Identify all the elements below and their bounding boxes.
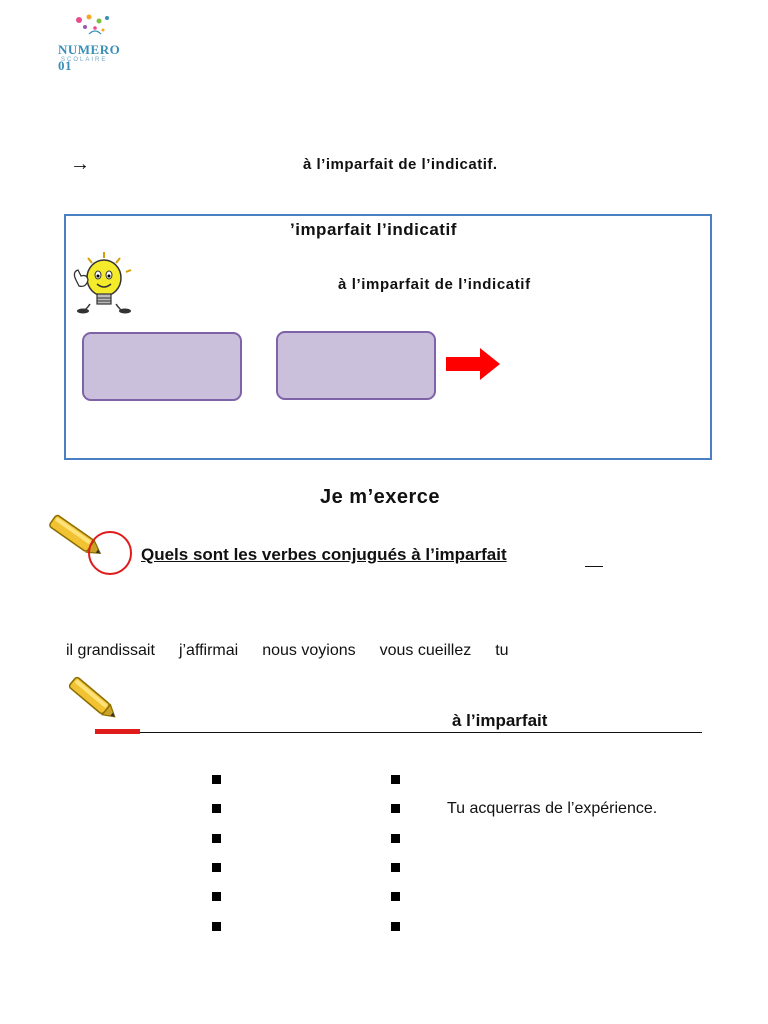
instruction-label: à l’imparfait: [452, 711, 548, 730]
bullet-icon: [391, 922, 400, 931]
bullet-icon: [212, 804, 221, 813]
bullet-icon: [212, 834, 221, 843]
bullet-icon: [212, 863, 221, 872]
bullet-icon: [391, 834, 400, 843]
rule-title: ’imparfait l’indicatif: [290, 220, 457, 239]
bullet-icon: [391, 863, 400, 872]
verb-item: il grandissait: [66, 642, 155, 659]
right-arrow-icon: →: [70, 153, 90, 175]
example-sentence: Tu acquerras de l’expérience.: [447, 800, 658, 817]
bullet-icon: [212, 922, 221, 931]
logo-subtitle: SCOLAIRE: [61, 57, 108, 63]
pencil-icon: [44, 510, 136, 576]
purple-box-2: [276, 331, 436, 400]
purple-box-1: [82, 332, 242, 401]
logo: [55, 12, 125, 72]
bullet-icon: [212, 892, 221, 901]
verb-item: nous voyions: [262, 642, 356, 659]
lightbulb-icon: [70, 250, 136, 314]
question-title: Quels sont les verbes conjugués à l’imparfait: [141, 545, 507, 564]
verb-item: j’affirmai: [178, 642, 239, 659]
bullet-icon: [212, 775, 221, 784]
verb-item: vous cueillez: [379, 642, 472, 659]
verb-item: tu: [495, 642, 509, 659]
bullet-icon: [391, 892, 400, 901]
logo-name: NUMERO 01: [58, 42, 121, 73]
verb-list: [66, 642, 533, 660]
header-text: à l’imparfait de l’indicatif.: [303, 156, 498, 173]
rule-subtitle: à l’imparfait de l’indicatif: [338, 276, 531, 293]
question-underline: [585, 566, 603, 567]
red-arrow-icon: [444, 346, 502, 382]
section-title: Je m’exerce: [320, 486, 441, 508]
red-underline: [95, 729, 140, 734]
answer-line: [140, 732, 702, 733]
bullet-icon: [391, 804, 400, 813]
bullet-icon: [391, 775, 400, 784]
